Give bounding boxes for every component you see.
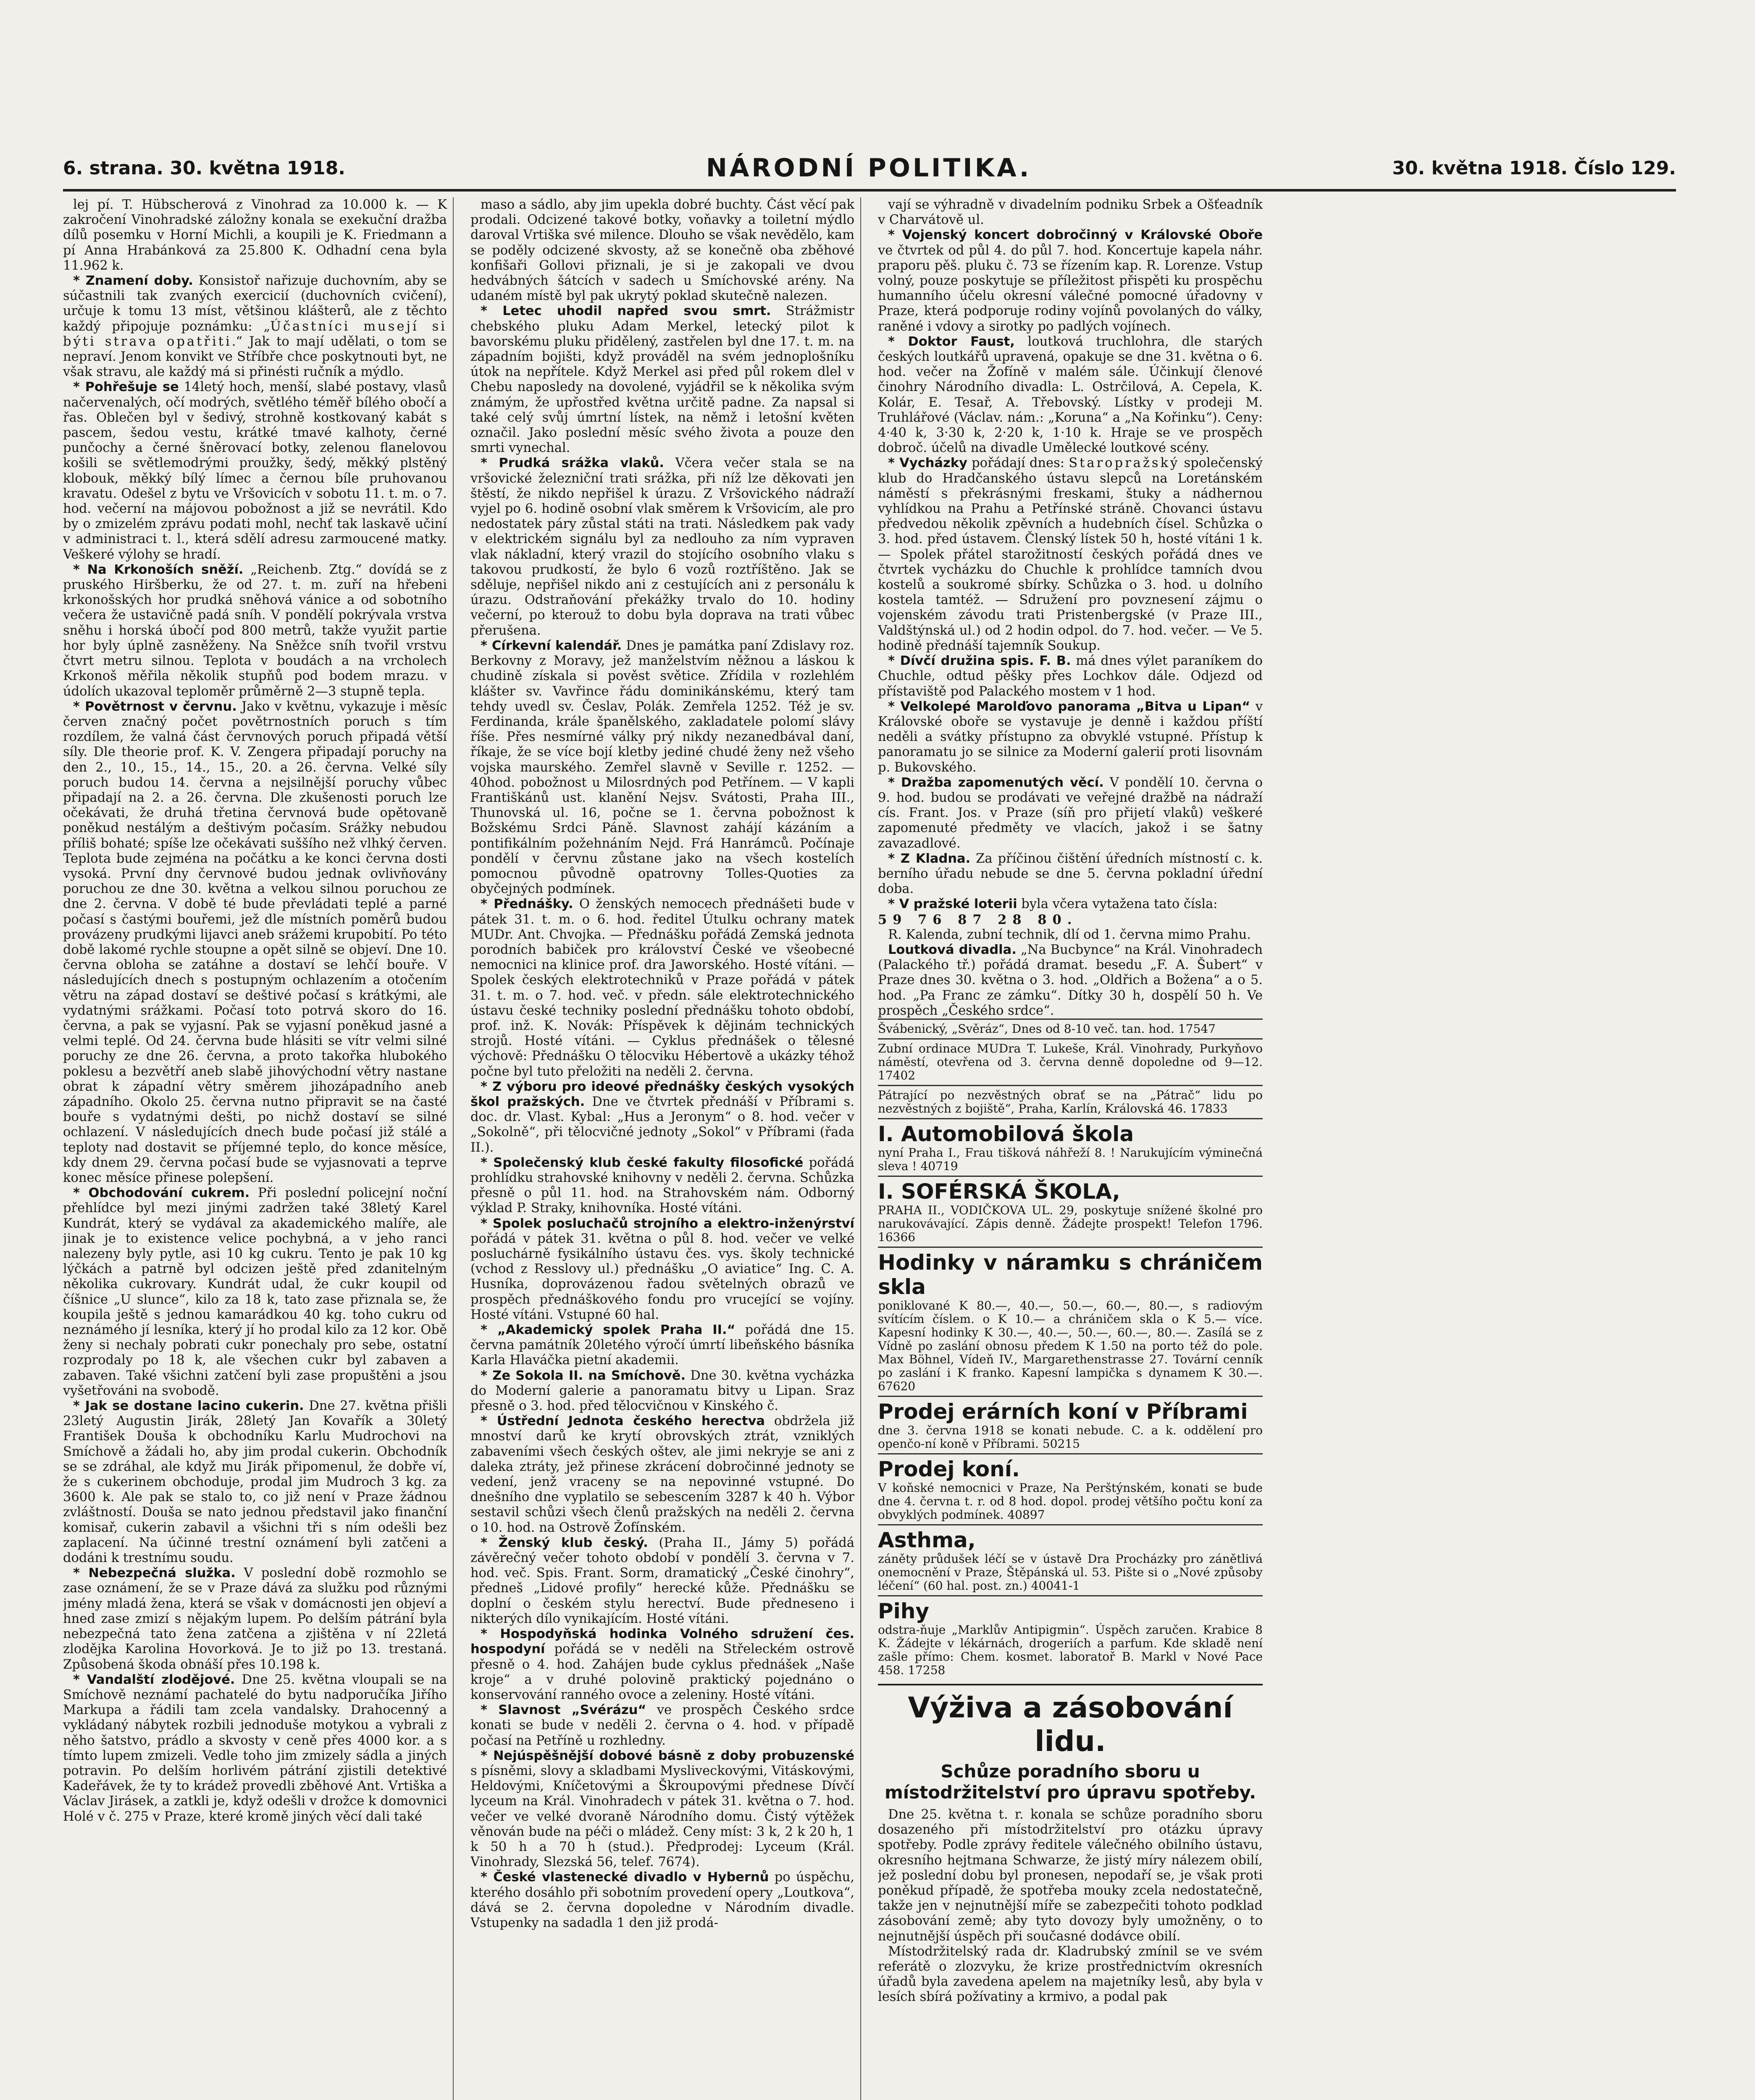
ad-text: odstra-ňuje „Marklův Antipigmin“. Úspěch zaručen. Krabice 8 K. Žádejte v lékárnách, drogeriích a parfum. Kde skladě není zašle přímo: Chem. kosmet. laboratoř B. Markl v Nové Pace 458. 17258 xyxy=(878,1622,1263,1677)
article-headline: * Dívčí družina spis. F. B. xyxy=(888,654,1071,669)
article xyxy=(878,942,1263,1018)
article xyxy=(470,1414,854,1536)
article-headline: * Společenský klub české fakulty filosofické xyxy=(481,1155,804,1170)
article-headline: * Letec uhodil napřed svou smrt. xyxy=(481,304,771,319)
article-text: Dne ve čtvrtek přednáší v Příbrami s. doc. dr. Vlast. Kybal: „Hus a Jeronym“ o 8. hod. večer v „Sokolně“, při tělocvičné jednoty „Sokol“ v Příbrami (řada II.). xyxy=(470,1094,854,1155)
article-text-spaced: Staropražský xyxy=(1069,456,1180,471)
article xyxy=(878,334,1263,456)
article-text: Strážmistr chebského pluku Adam Merkel, letecký pilot k bavorskému pluku přidělený, zastřelen byl dne 17. t. m. na západním bojišti, když prováděl na svém jednoplošníku útok na nepřítele. Když Merkel asi před půl rokem dlel v Chebu naposledy na dovolené, vyjádřil se k několika svým známým, že upřostřed května určitě padne. Za napsal si také celý svůj úmrtní lístek, na němž i letošní květen označil. Jako poslední měsíc svého života a pouze den smrti vynechal. xyxy=(470,304,854,456)
article-headline: * „Akademický spolek Praha II.“ xyxy=(481,1323,736,1338)
article xyxy=(470,1155,854,1216)
article-headline: * Přednášky. xyxy=(481,897,573,912)
article-text: ve prospěch Českého srdce konati se bude v neděli 2. června o 4. hod. v případě počasí na Petříně u rozhledny. xyxy=(470,1703,854,1748)
ad-text: V koňské nemocnici v Praze, Na Perštýnském, konati se bude dne 4. června t. r. od 8 hod. dopol. prodej většího počtu koní za obvyklých podmínek. 40897 xyxy=(878,1480,1263,1522)
ad-headline: Prodej erárních koní v Příbrami xyxy=(878,1399,1248,1424)
article-headline: * Spolek posluchačů strojního a elektro-inženýrství xyxy=(481,1216,854,1231)
article xyxy=(63,699,447,1186)
article-text-spaced: Účastníci musejí si býti strava opatřiti xyxy=(63,319,447,349)
ad-text: PRAHA II., VODIČKOVA UL. 29, poskytuje snížené školné pro narukovávající. Zápis denně. Žádejte prospekt! Telefon 1796. 16366 xyxy=(878,1203,1263,1244)
article-text: Dne 25. května t. r. konala se schůze poradního sboru dosazeného při místodržitelství pro otázku úpravy spotřeby. Podle zprávy ředitele válečného obilního ústavu, okresního hejtmana Schwarze, že jistý míry nálezem obilí, jež poslední dobu byl pronesen, nepodaří se, je však proti poněkud případě, že spotřeba mouky zcela nedostatečně, takže jen v nejnutnější míře se zabezpečiti tohoto podklad zásobování země; aby tyto dovozy byly umožněny, o to nejnutnější úspěch při současné dodávce obilí. xyxy=(878,1807,1263,1944)
article-text: Konsistoř nařizuje duchovním, aby se súčastnili tak zvaných exercicií (duchovních cvičení), určuje k tomu 13 míst, většinou klášterů, ale z těchto každý připojuje poznámku: „ xyxy=(63,273,447,334)
article xyxy=(470,1323,854,1368)
article-headline: * Vojenský koncert dobročinný v Královské Oboře xyxy=(888,228,1263,243)
article xyxy=(470,1748,854,1870)
ad-text: záněty průdušek léčí se v ústavě Dra Procházky pro zánětlivá onemocnění v Praze, Štěpánská ul. 53. Pište si o „Nové způsoby léčení“ (60 hal. post. zn.) 40041-1 xyxy=(878,1551,1263,1593)
article xyxy=(878,699,1263,775)
article-text: v Královské oboře se vystavuje je denně i každou příští neděli a svátky přístupno za obvyklé vstupné. Přístup k panoramatu jo se silnice za Moderní galerií proti lisovnám p. Bukovského. xyxy=(878,699,1263,775)
article-headline: * Velkolepé Marolďovo panorama „Bitva u Lipan“ xyxy=(888,699,1251,714)
article xyxy=(470,1627,854,1703)
article xyxy=(470,1536,854,1627)
article xyxy=(878,456,1263,654)
article-headline: * Jak se dostane lacino cukerin. xyxy=(73,1399,304,1414)
article-text: obdržela již mnoství darů ke krytí obrovských ztrát, vzniklých zabaveními všech českých oštev, ale jimi nekryje se ani z daleka ztráty, jež přinese zkrácení dobročinné jednoty se vedení, jenž vraceny se na nepovinné vstupné. Do dnešního dne vyplatilo se sebescením 3287 k 40 h. Výbor sestavil schůzi všech členů pražských na neděli 2. června o 10. hod. na Ostrově Žofínském. xyxy=(470,1414,854,1535)
article-text: pořádají dnes: xyxy=(967,456,1069,471)
article xyxy=(63,1186,447,1399)
article-text: Dne 30. května vycházka do Moderní galerie a panoramatu bitvy u Lipan. Sraz přesně o 3. hod. před tělocvičnou v Kinského č. xyxy=(470,1368,854,1414)
article-text: byla včera vytažena tato čísla: xyxy=(1017,897,1218,912)
article-headline: * Na Krkonoších sněží. xyxy=(73,562,244,577)
article-headline: * Z výboru pro ideové přednášky českých vysokých škol pražských. xyxy=(470,1079,854,1109)
column-3 xyxy=(878,197,1269,2100)
article-text: Včera večer stala se na vršovické železniční trati srážka, při níž lze děkovati jen štěstí, že nikdo nepřišel k úrazu. Z Vršovického nádraží vyjel po 6. hodině osobní vlak směrem k Vršovicím, ale pro nedostatek páry zůstal státi na trati. Následkem pak vady v elektrickém signálu byl za nedlouho za ním vypraven vlak nákladní, který vrazil do stojícího osobního vlaku s takovou prudkostí, že bylo 6 vozů roztříštěno. Jak se sděluje, nepřišel nikdo ani z cestujících ani z personálu k úrazu. Odstraňování překážky trvalo do 10. hodiny večerní, po kterouž to dobu byla doprava na trati vůbec přerušena. xyxy=(470,456,854,638)
section-heading: Výživa a zásobování lidu. xyxy=(878,1684,1263,1759)
article-text: V pondělí 10. června o 9. hod. budou se prodávati ve veřejné dražbě na nádraží cís. Frant. Jos. v Praze (síň pro přijetí vlaků) veškeré zapomenuté předměty ve vlacích, jakož i se šatny zavazadlové. xyxy=(878,775,1263,851)
article xyxy=(470,1216,854,1323)
article-text: společenský klub do Hradčanského ústavu slepců na Loretánském náměstí s překrásnými freskami, štuky a nádhernou vyhlídkou na Prahu a Petřínské stráně. Chovanci ústavu předvedou několik zpěvních a hudebních čísel. Schůzka o 3. hod. před ústavem. Členský lístek 50 h, hosté vítáni 1 k. — Spolek přátel starožitností českých pořádá dnes ve čtvrtek vycházku do Chuchle k prohlídce tamních dvou kostelů a soukromé sbírky. Schůzka o 3. hod. u dolního kostela tamtéž. — Sdružení pro povznesení zájmu o vojenském závodu trati Pristenbergské (v Praze III., Valdštýnská ul.) od 2 hodin odpol. do 7. hod. večer. — Ve 5. hodině přednáší tajemník Soukup. xyxy=(878,456,1263,653)
section-subheading: Schůze poradního sboru u místodržitelství pro úpravu spotřeby. xyxy=(884,1761,1256,1803)
article-text: Za příčinou čištění úředních místností c. k. berního úřadu nebude se dne 5. června pokladní úřední doba. xyxy=(878,851,1263,897)
article xyxy=(470,897,854,1079)
article-text: ve čtvrtek od půl 4. do půl 7. hod. Koncertuje kapela náhr. praporu pěš. pluku č. 73 se řízením kap. R. Lorenze. Vstup volný, pouze poskytuje se příležitost přispěti ku prospěchu humanního účelu okresní válečné pomocné úřadovny v Praze, která podporuje rodiny vojínů povolaných do války, raněné i vdovy a sirotky po padlých vojínech. xyxy=(878,243,1263,334)
article-headline: * Vycházky xyxy=(888,456,967,471)
article-headline: * Povětrnost v červnu. xyxy=(73,699,237,714)
article xyxy=(63,1399,447,1566)
article-headline: * Pohřešuje se xyxy=(73,380,179,395)
article xyxy=(63,1672,447,1824)
classified-ad xyxy=(878,1453,1263,1524)
article-text: V poslední době rozmohlo se zase oznámení, že se v Praze dává za služku pod různými jmény mladá žena, která se však v domácnosti jen objeví a hned zase zmizí s nějakým lupem. Po delším pátrání byla nebezpečná tato žena zatčena a zjištěna v ní 22letá zlodějka Karolina Hovorková. Je to již po 13. trestaná. Způsobená škoda obnáší přes 10.198 k. xyxy=(63,1566,447,1672)
ad-headline: I. SOFÉRSKÁ ŠKOLA, xyxy=(878,1179,1120,1204)
article xyxy=(878,775,1263,851)
classified-ad xyxy=(878,1118,1263,1176)
page-header xyxy=(63,147,1676,192)
article-text: „Reichenb. Ztg.“ dovídá se z pruského Hiršberku, že od 27. t. m. zuří na hřebeni krkonošských hor prudká sněhová vánice a od sobotního večera že ustavičně padá sníh. V pondělí pokrývala vrstva sněhu i horská úbočí pod 800 metrů, takže využit partie hor byly úplně zasněženy. Na Sněžce sníh tvořil vrstvu čtvrt metru silnou. Teplota v boudách a na vrcholech Krkonoš měřila několik stupňů pod bodem mrazu. v údolích ukazoval teploměr průměrně 2—3 stupně tepla. xyxy=(63,562,447,699)
article-text: Místodržitelský rada dr. Kladrubský zmínil se ve svém referátě o zlozvyku, že krize prostřednictvím okresních úřadů byla zavedena apelem na majetníky lesů, aby byla v lesích sbírá požívatiny a krmivo, a podal pak xyxy=(878,1944,1263,2005)
article xyxy=(878,654,1263,699)
article-text: pořádá se v neděli na Střeleckém ostrově přesně o 4. hod. Zahájen bude cyklus přednášek „Naše kroje“ a v druhé polovině praktický pojednáno o konservování ranného ovoce a zeleniny. Hosté vítáni. xyxy=(470,1642,854,1702)
article-headline: * České vlastenecké divadlo v Hybernů xyxy=(481,1870,769,1885)
article xyxy=(470,1079,854,1155)
classified-ad: Švábenický, „Svěráz“, Dnes od 8-10 več. tan. hod. 17547 xyxy=(878,1018,1263,1038)
article xyxy=(878,897,1263,912)
article-text: po úspěchu, kterého dosáhlo při sobotním provedení opery „Loutkova“, dává se 2. června dopoledne v Národním divadle. Vstupenky na sadadla 1 den již prodá- xyxy=(470,1870,854,1930)
article-text: R. Kalenda, zubní technik, dlí od 1. června mimo Prahu. xyxy=(888,927,1251,942)
article-text: s písněmi, slovy a skladbami Mysliveckovými, Vitáskovými, Heldovými, Kníčetovými a Škroupovými přednese Dívčí lyceum na Král. Vinohradech v pátek 31. května o 7. hod. večer ve velké dvoraně Národního domu. Čistý výtěžek věnován bude na péči o mládež. Ceny míst: 3 k, 2 k 20 h, 1 k 50 h a 70 h (stud.). Předprodej: Lyceum (Král. Vinohrady, Slezská 56, telef. 7674). xyxy=(470,1763,854,1870)
article xyxy=(63,380,447,562)
article-text: Při poslední policejní noční přehlídce byl mezi jinými zadržen také 38letý Karel Kundrát, který se vydával za akademického malíře, ale jinak je to existence velice pochybná, a v jeho ranci nalezeny byly pytle, asi 10 kg cukru. Tento je pak 10 kg lýčkách a patrně byl odcizen ještě před zdanitelným několika cukrovary. Kundrát udal, že cukr koupil od číšnice „U slunce“, kilo za 18 k, tato zase přiznala se, že koupila ještě s jednou kamarádkou 40 kg. toho cukru od neznámého jí lesníka, který jí ho prodal kilo za 12 kor. Obě ženy si nechaly pobrati cukr ponechaly pro sebe, ostatní rozprodaly po 18 k, ale všechen cukr byl zabaven a zabaven. Také všichni zatčení byli zase propuštěni a jsou vyšetřováni na svobodě. xyxy=(63,1186,447,1398)
article-headline: * Nebezpečná služka. xyxy=(73,1566,236,1581)
article xyxy=(63,562,447,699)
article-headline: * Nejúspěšnější dobové básně z doby probuzenské xyxy=(481,1748,854,1763)
article xyxy=(470,1703,854,1748)
classified-ad: Pátrající po nezvěstných obrať se na „Pátrač“ lidu po nezvěstných z bojiště“, Praha, Karlín, Královská 46. 17833 xyxy=(878,1085,1263,1118)
article-text: pořádá dne 15. června památník 20letého výročí úmrtí libeňského básníka Karla Hlaváčka pietní akademii. xyxy=(470,1323,854,1368)
ad-headline: Hodinky v náramku s chráničem skla xyxy=(878,1250,1263,1299)
article xyxy=(63,273,447,380)
article-text: vají se výhradně v divadelním podniku Srbek a Ošťeadník v Charvátově ul. xyxy=(878,197,1263,228)
article-headline: Loutková divadla. xyxy=(888,942,1017,957)
article-headline: * Prudká srážka vlaků. xyxy=(481,456,664,471)
article-headline: * Hospodyňská hodinka Volného sdružení čes. hospodyní xyxy=(470,1627,854,1657)
classified-ad xyxy=(878,1396,1263,1453)
classified-ad xyxy=(878,1524,1263,1595)
article-text: 14letý hoch, menší, slabé postavy, vlasů načervenalých, očí modrých, světlého téměř bílého obočí a řas. Oblečen byl v šedivý, strohně kostkovaný kabát s pascem, šedou vestu, krátké tmavé kalhoty, černé punčochy a černé šněrovací botky, zelenou flanelovou košili se světlemodrými proužky, šedý, měkký plstěný klobouk, měkký bílý límec a černou bíle pruhovanou kravatu. Odešel z bytu ve Vršovicích v sobotu 11. t. m. o 7. hod. večerní na májovou pobožnost a již se nevrátil. Kdo by o zmizelém zprávu podati mohl, nechť tak laskavě učiní v administraci t. l., která sdělí adresu zarmoucené matky. Veškeré výlohy se hradí. xyxy=(63,380,447,562)
ad-headline: Pihy xyxy=(878,1599,929,1623)
article-text: lej pí. T. Hübscherová z Vinohrad za 10.000 k. — K zakročení Vinohradské záložny konala se exekuční dražba dílů posemku v Horní Michli, a koupili je K. Friedmann a pí Anna Hrabánková za 25.800 K. Odhadní cena byla 11.962 k. xyxy=(63,197,447,273)
article xyxy=(470,1870,854,1931)
classified-ad: Zubní ordinace MUDra T. Lukeše, Král. Vinohrady, Purkyňovo náměstí, otevřena od 3. června denně dopoledne od 9—12. 17402 xyxy=(878,1038,1263,1085)
masthead-title: NÁRODNÍ POLITIKA. xyxy=(706,153,1032,183)
article-text: maso a sádlo, aby jim upekla dobré buchty. Část věcí pak prodali. Odcizené takové botky, voňavky a toiletní mýdlo daroval Vrtiška své milence. Dlouho se však nevědělo, kam se poděly odcizené skvosty, až se konečně oba zběhové konfišaři Gollovi přiznali, je si je zakopali ve dvou hedvábných šátcích v sadech u Smíchovské arény. Na udaném místě byl pak ukrytý poklad skutečně nalezen. xyxy=(470,197,854,304)
ad-headline: I. Automobilová škola xyxy=(878,1121,1134,1146)
columns xyxy=(63,197,1676,2100)
classified-ad xyxy=(878,1247,1263,1396)
article xyxy=(470,1368,854,1414)
ad-text: nyní Praha I., Frau tišková náhřeží 8. ! Narukujícím výminečná sleva ! 40719 xyxy=(878,1145,1263,1173)
article-text: má dnes výlet paraníkem do Chuchle, odtud pěšky přes Lochkov dále. Odjezd od přístaviště pod Palackého mostem v 1 hod. xyxy=(878,654,1263,699)
article-text: Dne 25. května vloupali se na Smíchově neznámí pachatelé do bytu nadporučíka Jiřího Markupa a řádili tam zcela vandalsky. Drahocenný a vykládaný nábytek rozbili jednoduše motykou a vybrali z něho šatstvo, prádlo a skvosty v ceně přes 4000 kor. a s tímto lupem zmizeli. Vedle toho jim zmizely sádla a jiných potravin. Po delším horlivém pátrání zjistili detektivé Kadeřávek, že ty to krádež provedli zběhové Ant. Vrtiška a Václav Jirásek, a zatkli je, když odešli v drožce k domovnici Holé v č. 275 v Praze, které kromě jiných věcí dali také xyxy=(63,1672,447,1824)
ad-text: dne 3. června 1918 se konati nebude. C. a k. oddělení pro openčo-ní koně v Příbrami. 50215 xyxy=(878,1423,1263,1451)
article-headline: * Ústřední Jednota českého herectva xyxy=(481,1414,765,1429)
article xyxy=(878,851,1263,897)
classified-ad xyxy=(878,1595,1263,1680)
header-date-left: 6. strana. 30. května 1918. xyxy=(63,157,345,179)
ad-headline: Asthma, xyxy=(878,1528,976,1552)
article xyxy=(470,456,854,638)
article-headline: * Z Kladna. xyxy=(888,851,971,866)
article-headline: * Ženský klub český. xyxy=(481,1535,648,1550)
article-text: O ženských nemocech přednášeti bude v pátek 31. t. m. o 6. hod. ředitel Útulku ochrany matek MUDr. Ant. Chvojka. — Přednášku pořádá Zemská jednota porodních babiček pro království České ve všeobecné nemocnici na klinice prof. dra Jaworského. Hosté vítáni. — Spolek českých elektrotechniků v Praze pořádá v pátek 31. t. m. o 7. hod. več. v předn. sále elektrotechnického ústavu české techniky poslední přednášku tohoto období, prof. inž. K. Novák: Příspěvek k dějinám technických strojů. Hosté vítáni. — Cyklus přednášek o tělesné výchově: Přednášku O tělocviku Hébertově a ukázky téhož počne byl tuto přeložiti na neděli 2. června. xyxy=(470,897,854,1079)
article-headline: * Obchodování cukrem. xyxy=(73,1186,250,1201)
article xyxy=(63,1566,447,1672)
header-date-right: 30. května 1918. Číslo 129. xyxy=(1392,157,1676,179)
ad-text: poniklované K 80.—, 40.—, 50.—, 60.—, 80.—, s radiovým svítícím číslem. o K 10.— a chráničem skla o K 5.— více. Kapesní hodinky K 30.—, 40.—, 50.—, 60.—, 80.—. Zasílá se z Vídně po zaslání obnosu předem K 1.50 na porto též do pole. Max Böhnel, Vídeň IV., Margarethenstrasse 27. Tovární cenník po zaslání i K franko. Kapesní lampička s dynamem K 30.—. 67620 xyxy=(878,1298,1263,1393)
article-headline: * Znamení doby. xyxy=(73,273,193,289)
article xyxy=(878,228,1263,334)
article-headline: * Vandalští zlodějové. xyxy=(73,1672,235,1687)
article-text: pořádá prohlídku strahovské knihovny v neděli 2. června. Schůzka přesně o půl 11. hod. na Strahovském nám. Odborný výklad P. Straky, knihovníka. Hosté vítáni. xyxy=(470,1155,854,1216)
column-2 xyxy=(470,197,861,2100)
classified-ad xyxy=(878,1176,1263,1247)
article xyxy=(470,304,854,456)
column-1 xyxy=(63,197,454,2100)
article-headline: * Ze Sokola II. na Smíchově. xyxy=(481,1368,686,1383)
article-text: loutková truchlohra, dle starých českých loutkářů upravená, opakuje se dne 31. května o 6. hod. večer na Žofíně v malém sále. Účinkují členové činohry Národního divadla: L. Ostrčilová, A. Cepela, K. Kolár, E. Tesař, A. Třebovský. Lístky v prodeji M. Truhlářové (Václav. nám.: „Koruna“ a „Na Kořinku“). Ceny: 4·40 k, 3·30 k, 2·20 k, 1·10 k. Hraje se ve prospěch dobroč. účelů na divadle Umělecké loutkové scény. xyxy=(878,334,1263,456)
article-text: pořádá v pátek 31. května o půl 8. hod. večer ve velké posluchárně fysikálního ústavu čes. vys. školy technické (vchod z Resslovy ul.) přednášku „O aviatice“ Ing. C. A. Husníka, doprovázenou řadou světelných obrazů ve prospěch přednáškového fondu pro vrucející se vojíny. Hosté vítáni. Vstupné 60 hal. xyxy=(470,1231,854,1322)
article-headline: * Doktor Faust, xyxy=(888,334,1015,349)
article-headline: * V pražské loterii xyxy=(888,897,1017,912)
article-text: (Praha II., Jámy 5) pořádá závěrečný večer tohoto období v pondělí 3. června v 7. hod. več. Spis. Frant. Sorm, dramatický „České činohry“, předneš „Lidové profily“ herecké kůže. Přednášku se doplní o českém stylu herectví. Bude předneseno i nikterých dílo vynikajícím. Hosté vítáni. xyxy=(470,1535,854,1626)
article-text: Dnes je památka paní Zdislavy roz. Berkovny z Moravy, jež manželstvím něžnou a láskou k chudině získala si pověst světice. Zřídila v rozlehlém klášter sv. Vavřince řádu dominikánskému, který tam tehdy uvedl sv. Česlav, Polák. Zemřela 1252. Též je sv. Ferdinanda, krále španělského, zakladatele polomí slávy říše. Přes nesmírné války prý nikdy nezanedbával daní, říkaje, že se více bojí kletby jediné chudé ženy než všeho vojska maurského. Zemřel slavně v Seville r. 1252. — 40hod. pobožnost u Milosrdných pod Petřínem. — V kapli Františkánů ust. klanění Nejsv. Svátosti, Praha III., Thunovská ul. 16, počne se 1. června pobožnost k Božskému Srdci Páně. Slavnost zahájí kázáním a pontifikálním požehnáním Nejd. Frá Hanrámců. Počínaje pondělí v červnu zůstane jako na všech kostelích pomocnou původně opatrovny Tolles-Quoties za obyčejných podmínek. xyxy=(470,638,854,897)
article-headline: * Dražba zapomenutých věcí. xyxy=(888,775,1104,790)
article-text: „Na Bucbynce“ na Král. Vinohradech (Palackého tř.) pořádá dramat. besedu „F. A. Šubert“ v Praze dnes 30. května o 3. hod. „Oldřich a Božena“ a o 5. hod. „Pa Franc ze zámku“. Dítky 30 h, dospělí 50 h. Ve prospěch „Českého srdce“. xyxy=(878,942,1263,1018)
article-text: .“ Jak to mají udělati, o tom se nepraví. Jenom konvikt ve Stříbře chce poskytnouti byt, ne však stravu, ale každý má si přinésti ručník a mýdlo. xyxy=(63,334,447,380)
article-headline: * Slavnost „Svérázu“ xyxy=(481,1703,646,1718)
article-headline: * Církevní kalendář. xyxy=(481,638,622,653)
ad-headline: Prodej koní. xyxy=(878,1457,1020,1481)
article xyxy=(470,638,854,897)
lottery-numbers: 59 76 87 28 80. xyxy=(878,912,1078,927)
article-text: Dne 27. května přišli 23letý Augustin Jirák, 28letý Jan Kovařík a 30letý František Douša k obchodníku Karlu Mudrochovi na Smíchově a žádali ho, aby jim prodal cukerin. Obchodník se se zdráhal, ale když mu Jirák připomenul, že dobře ví, že s cukerinem obchoduje, prodal jim Mudroch 3 kg. za 3600 k. Ale pak se stalo to, co již není v Praze žádnou zvláštností. Douša se nato jednou představil jako finanční komisař, cukerin zabavil a všichni tři s ním odešli bez zaplacení. Na účinné trestní oznámení byli zatčeni a dodáni k trestnímu soudu. xyxy=(63,1399,447,1566)
article-text: Jako v květnu, vykazuje i měsíc červen značný počet povětrnostních poruch s tím rozdílem, že valná část červnových poruch připadá větší síly. Dle theorie prof. K. V. Zengera připadají poruchy na den 2., 10., 15., 14., 15., 20. a 26. června. Velké síly poruch budou 14. června a nejsilnější poruchy vůbec připadají na 2. a 26. června. Dle zkušenosti poruch lze očekávati, že druhá třetina červnová bude opětovaně poněkud nestálým a deštivým počasím. Srážky nebudou příliš bohaté; spíše lze očekávati suššího než vlhký červen. Teplota bude zejména na počátku a ke konci června dosti vysoká. První dny červnové budou jednak ovlivňovány poruchou ze dne 30. května a velkou silnou poruchou ze dne 2. června. V době té bude převládati teplé a parné počasí s častými bouřemi, jež dle místních poměrů budou provázeny prudkými lijavci aneb srážemi krupobití. Po této době lakomé rychle stoupne a opět silně se objeví. Dne 10. června obloha se zatáhne a dostaví se lehčí bouře. V následujících dnech s postupným ochlazením a otočením větru na západ dostaví se deštivé počasí s krátkými, ale vydatnými srážkami. Počasí toto potrvá skoro do 16. června, a pak se vyjasní. Pak se vyjasní poněkud jasné a velmi teplé. Od 24. června bude hlásiti se vítr velmi silné poruchy ze dne 26. června, a proto takořka hlubokého poklesu a bezvětří aneb slabě jihovýchodní větry nastane obrat k západní větry směrem jihozápadního aneb západního. Okolo 25. června nutno připravit se na časté bouře s vydatnými dešti, po nichž dostaví se silné ochlazení. V následujících dnech bude počasí již stálé a teploty nad dostavit se příjemné teplo, do konce měsíce, kdy dnem 29. června počasí bude se vyjasnovati a teprve konec měsíce přinese polepšení. xyxy=(63,699,447,1185)
